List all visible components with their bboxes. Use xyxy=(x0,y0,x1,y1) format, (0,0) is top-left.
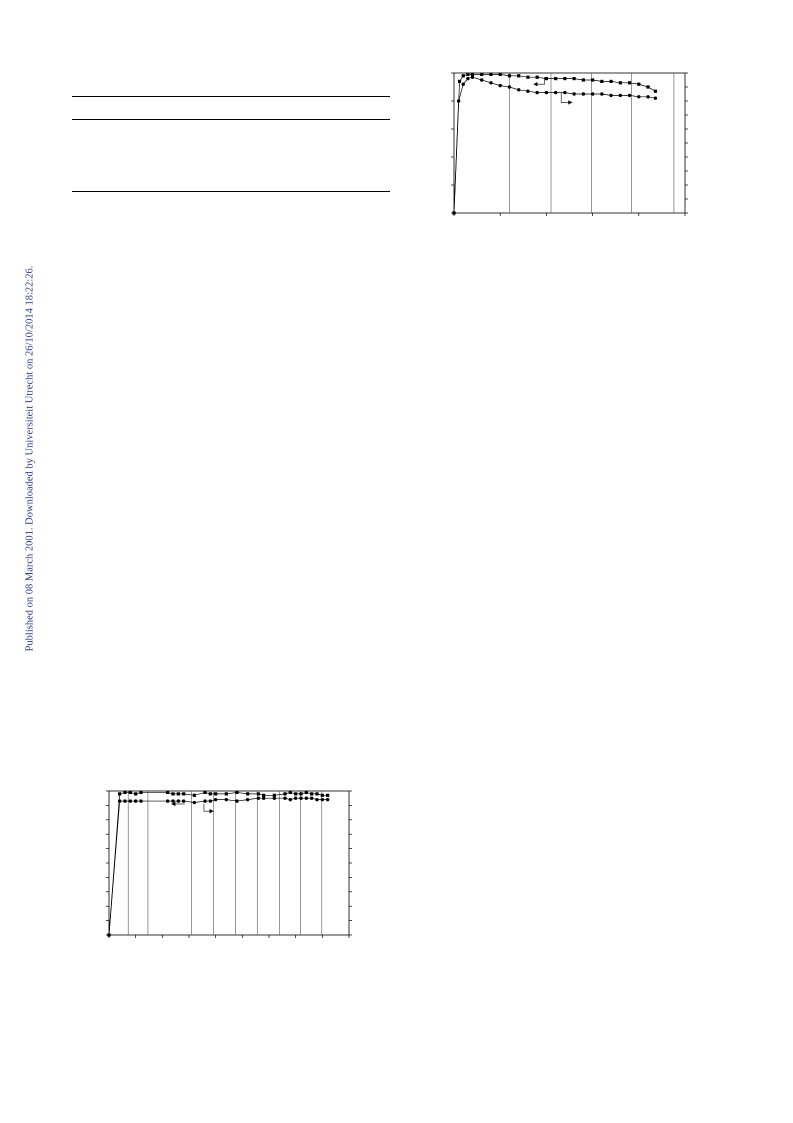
data-point-circle xyxy=(134,799,137,802)
data-point-square xyxy=(310,792,313,795)
data-point-square xyxy=(600,80,603,83)
data-point-square xyxy=(628,81,631,84)
data-point-circle xyxy=(166,799,169,802)
data-point-square xyxy=(129,791,132,794)
data-point-square xyxy=(273,794,276,797)
data-point-circle xyxy=(499,84,502,87)
data-point-circle xyxy=(554,91,557,94)
series-line xyxy=(109,792,328,935)
data-point-circle xyxy=(457,99,460,102)
data-point-square xyxy=(526,76,529,79)
data-point-circle xyxy=(582,92,585,95)
data-point-square xyxy=(235,791,238,794)
data-point-square xyxy=(139,791,142,794)
data-point-square xyxy=(489,73,492,76)
data-point-circle xyxy=(305,797,308,800)
data-point-circle xyxy=(273,797,276,800)
data-point-square xyxy=(289,791,292,794)
data-point-circle xyxy=(123,799,126,802)
data-point-circle xyxy=(526,90,529,93)
data-point-square xyxy=(166,791,169,794)
data-point-circle xyxy=(326,798,329,801)
data-point-circle xyxy=(214,798,217,801)
data-point-circle xyxy=(129,799,132,802)
data-point-square xyxy=(480,73,483,76)
conversion-ee-chart-2 xyxy=(70,778,400,978)
data-point-square xyxy=(171,792,174,795)
publication-notice[interactable]: Published on 08 March 2001. Downloaded by Universiteit Utrecht on 26/10/2014 18:22:26. xyxy=(24,265,36,652)
data-point-circle xyxy=(246,798,249,801)
data-point-circle xyxy=(471,76,474,79)
conversion-ee-chart-1 xyxy=(415,60,735,250)
data-point-circle xyxy=(171,799,174,802)
data-point-circle xyxy=(294,797,297,800)
data-point-square xyxy=(294,792,297,795)
data-point-square xyxy=(299,792,302,795)
series-line xyxy=(454,77,655,213)
data-point-circle xyxy=(118,799,121,802)
data-point-square xyxy=(118,792,121,795)
data-point-square xyxy=(209,792,212,795)
data-point-square xyxy=(582,78,585,81)
data-point-circle xyxy=(489,81,492,84)
data-point-square xyxy=(321,794,324,797)
data-point-circle xyxy=(591,92,594,95)
data-point-circle xyxy=(321,798,324,801)
data-point-circle xyxy=(107,933,110,936)
data-point-circle xyxy=(535,91,538,94)
data-point-square xyxy=(591,78,594,81)
data-point-circle xyxy=(177,799,180,802)
data-point-circle xyxy=(517,88,520,91)
data-point-square xyxy=(193,794,196,797)
data-point-square xyxy=(283,792,286,795)
arrow-head xyxy=(210,809,214,813)
data-point-circle xyxy=(315,798,318,801)
data-point-circle xyxy=(654,97,657,100)
data-point-square xyxy=(554,77,557,80)
data-point-circle xyxy=(637,95,640,98)
axis-indicator-arrow xyxy=(204,804,214,811)
data-point-square xyxy=(182,792,185,795)
data-point-square xyxy=(573,77,576,80)
data-point-circle xyxy=(545,91,548,94)
data-point-square xyxy=(466,73,469,76)
data-point-circle xyxy=(235,799,238,802)
data-point-circle xyxy=(299,797,302,800)
axis-indicator-arrow xyxy=(561,93,572,103)
series-line xyxy=(109,798,328,935)
data-point-square xyxy=(246,792,249,795)
data-point-circle xyxy=(572,92,575,95)
data-point-circle xyxy=(628,94,631,97)
data-point-circle xyxy=(480,78,483,81)
data-point-square xyxy=(646,85,649,88)
data-point-circle xyxy=(289,798,292,801)
data-point-square xyxy=(637,83,640,86)
data-point-square xyxy=(508,74,511,77)
arrow-head xyxy=(533,82,537,86)
data-point-square xyxy=(257,792,260,795)
plot-frame xyxy=(454,73,685,213)
data-point-square xyxy=(134,792,137,795)
download-sidebar xyxy=(0,0,36,1123)
data-point-square xyxy=(462,74,465,77)
table-bottom-rule xyxy=(72,191,390,192)
data-point-circle xyxy=(600,92,603,95)
data-point-circle xyxy=(182,799,185,802)
data-point-square xyxy=(203,791,206,794)
data-point-circle xyxy=(225,798,228,801)
data-point-square xyxy=(563,77,566,80)
data-point-circle xyxy=(563,91,566,94)
data-point-circle xyxy=(466,77,469,80)
data-point-square xyxy=(225,792,228,795)
data-point-circle xyxy=(452,211,455,214)
data-point-circle xyxy=(262,797,265,800)
table-header-rule xyxy=(72,119,390,120)
data-point-square xyxy=(654,90,657,93)
data-point-square xyxy=(214,792,217,795)
data-point-square xyxy=(177,792,180,795)
data-point-square xyxy=(123,791,126,794)
data-point-square xyxy=(499,73,502,76)
data-point-square xyxy=(305,791,308,794)
data-point-circle xyxy=(209,799,212,802)
data-point-square xyxy=(619,81,622,84)
data-point-square xyxy=(609,80,612,83)
data-point-circle xyxy=(462,83,465,86)
data-point-circle xyxy=(646,95,649,98)
data-point-square xyxy=(326,794,329,797)
data-point-square xyxy=(545,77,548,80)
data-point-square xyxy=(536,76,539,79)
data-point-circle xyxy=(310,797,313,800)
data-point-circle xyxy=(619,94,622,97)
data-point-circle xyxy=(193,801,196,804)
data-point-square xyxy=(517,74,520,77)
data-point-circle xyxy=(203,799,206,802)
data-point-square xyxy=(315,792,318,795)
arrow-head xyxy=(568,100,572,104)
data-point-circle xyxy=(257,797,260,800)
plot-frame xyxy=(109,791,349,935)
data-point-circle xyxy=(139,799,142,802)
data-point-square xyxy=(458,80,461,83)
data-point-circle xyxy=(283,797,286,800)
data-point-square xyxy=(262,794,265,797)
data-point-circle xyxy=(609,94,612,97)
data-point-circle xyxy=(508,85,511,88)
table-top-rule xyxy=(72,96,390,97)
